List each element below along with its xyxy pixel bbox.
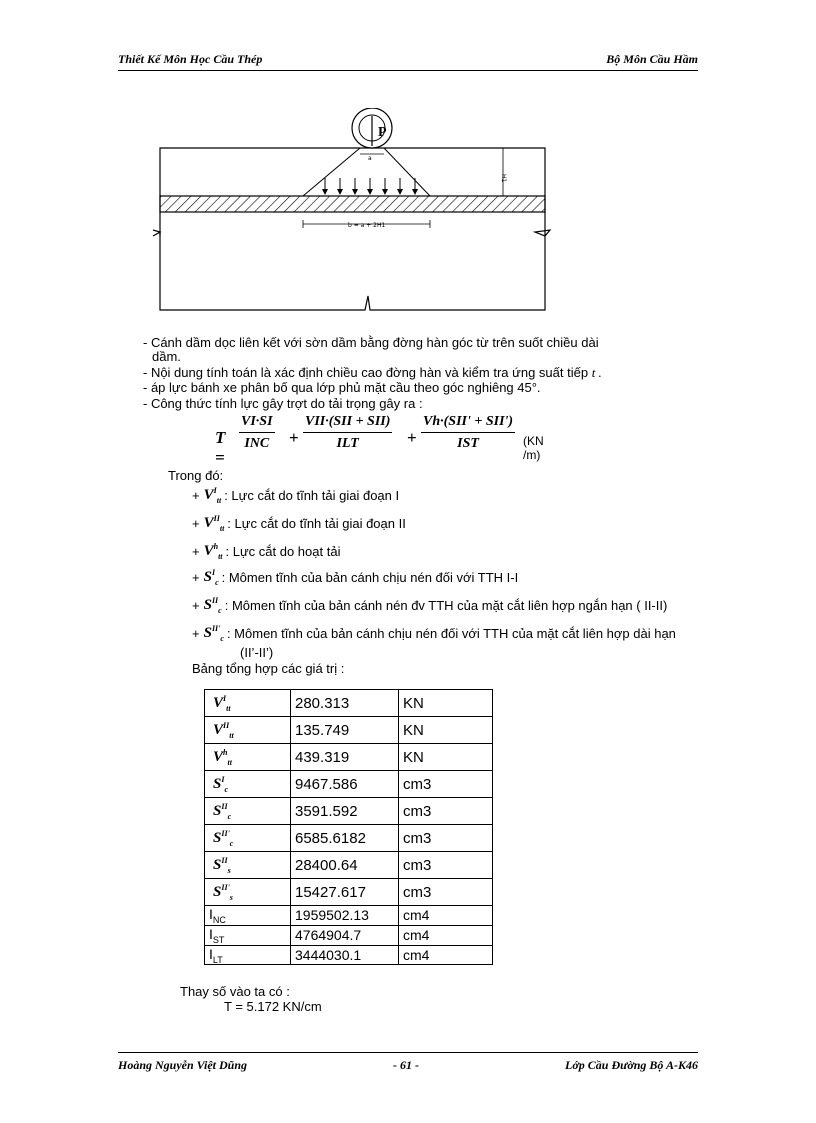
formula-term-2 — [303, 414, 392, 452]
footer-class: Lớp Cầu Đường Bộ A-K46 — [565, 1058, 698, 1072]
term-1-denominator: INC — [244, 436, 270, 451]
table-cell-unit: cm3 — [399, 771, 493, 798]
def-symbol: $V^{II}_{tt}$ — [203, 514, 225, 533]
def-symbol: $S^{II}_c$ — [203, 596, 222, 615]
contact-width-label: a — [368, 155, 372, 162]
table-cell-symbol: $I_{ST}$ — [205, 925, 291, 945]
definition-row: + $V^I_{tt}$ : Lực cắt do tĩnh tải giai đoạn I — [192, 486, 400, 505]
table-title: Bảng tổng hợp các giá trị : — [192, 661, 345, 676]
bullet-3: - áp lực bánh xe phân bố qua lớp phủ mặt cầu theo góc nghiêng 45°. — [143, 380, 541, 395]
table-cell-unit: cm3 — [399, 852, 493, 879]
table-row — [205, 945, 493, 965]
definition-row: + $V^h_{tt}$ : Lực cắt do hoạt tải — [192, 542, 341, 561]
table-cell-unit: KN — [399, 717, 493, 744]
page-header — [118, 52, 698, 70]
table-cell-symbol: $I_{LT}$ — [205, 945, 291, 965]
bullet-4: - Công thức tính lực gây trợt do tải trọng gây ra : — [143, 396, 423, 411]
def-symbol: $V^h_{tt}$ — [203, 542, 223, 561]
table-cell-unit: cm3 — [399, 798, 493, 825]
result-text: T = 5.172 KN/cm — [224, 999, 322, 1014]
definition-continuation: (II’-II’) — [240, 645, 274, 660]
def-text: : Lực cắt do tĩnh tải giai đoạn I — [224, 488, 400, 503]
footer-author: Hoàng Nguyễn Việt Dũng — [118, 1058, 248, 1072]
page-number: - 61 - — [393, 1058, 419, 1072]
table-row — [205, 879, 493, 906]
header-department: Bộ Môn Cầu Hầm — [606, 52, 698, 66]
table-row — [205, 744, 493, 771]
distribution-width-label: b = a + 2H1 — [348, 222, 386, 229]
tau-symbol: t . — [591, 365, 602, 380]
table-cell-value: 15427.617 — [291, 879, 399, 906]
formula-lhs: T = — [215, 428, 226, 467]
bullet-2: - Nội dung tính toán là xác định chiều cao đờng hàn và kiểm tra ứng suất tiếp t . — [143, 365, 602, 380]
definition-row: + $V^{II}_{tt}$ : Lực cắt do tĩnh tải giai đoạn II — [192, 514, 406, 533]
load-label: P — [378, 125, 387, 140]
table-row — [205, 852, 493, 879]
table-cell-symbol: $S^{II'}_c$ — [205, 825, 291, 852]
footer-rule — [118, 1052, 698, 1053]
def-text: : Mômen tĩnh của bản cánh chịu nén đối với TTH I-I — [221, 570, 519, 585]
table-cell-symbol: $S^{II}_s$ — [205, 852, 291, 879]
table-cell-unit: KN — [399, 744, 493, 771]
table-row — [205, 717, 493, 744]
table-cell-symbol: $V^{II}_{tt}$ — [205, 717, 291, 744]
table-cell-value: 439.319 — [291, 744, 399, 771]
formula-term-3 — [421, 414, 515, 452]
header-rule — [118, 70, 698, 71]
table-cell-value: 3591.592 — [291, 798, 399, 825]
term-3-numerator: Vh·(SII' + SII') — [421, 414, 515, 433]
definition-row: + $S^I_c$ : Mômen tĩnh của bản cánh chịu nén đối với TTH I-I — [192, 568, 519, 587]
table-row — [205, 771, 493, 798]
table-row — [205, 825, 493, 852]
deck-slab — [160, 196, 545, 212]
definition-row: + $S^{II'}_c$ : Mômen tĩnh của bản cánh chịu nén đối với TTH của mặt cắt liên hợp dài hạn — [192, 624, 676, 643]
header-course-title: Thiết Kế Môn Học Cầu Thép — [118, 52, 263, 66]
term-2-numerator: VII·(SII + SII) — [303, 414, 392, 433]
table-cell-value: 280.313 — [291, 690, 399, 717]
table-cell-value: 4764904.7 — [291, 925, 399, 945]
depth-label: H1 — [500, 174, 507, 183]
table-cell-value: 28400.64 — [291, 852, 399, 879]
table-cell-value: 135.749 — [291, 717, 399, 744]
bullet-1-cont: dầm. — [152, 349, 181, 364]
def-symbol: $S^I_c$ — [203, 568, 219, 587]
page-footer — [118, 1058, 698, 1076]
table-cell-symbol: $S^I_c$ — [205, 771, 291, 798]
def-text: : Lực cắt do hoạt tải — [225, 544, 341, 559]
table-cell-symbol: $I_{NC}$ — [205, 906, 291, 926]
table-row — [205, 798, 493, 825]
table-cell-symbol: $S^{II}_c$ — [205, 798, 291, 825]
plus-sign: + — [407, 428, 417, 447]
term-1-numerator: VI·SI — [239, 414, 275, 433]
def-symbol: $S^{II'}_c$ — [203, 624, 224, 643]
table-cell-symbol: $V^I_{tt}$ — [205, 690, 291, 717]
table-row — [205, 925, 493, 945]
wheel-load-diagram — [150, 108, 560, 318]
table-cell-value: 9467.586 — [291, 771, 399, 798]
table-cell-symbol: $V^h_{tt}$ — [205, 744, 291, 771]
substitute-text: Thay số vào ta có : — [180, 984, 290, 999]
table-cell-unit: cm3 — [399, 879, 493, 906]
plus-sign: + — [289, 428, 299, 447]
table-cell-unit: cm4 — [399, 945, 493, 965]
formula-term-1 — [239, 414, 275, 452]
table-cell-unit: cm3 — [399, 825, 493, 852]
def-text: : Mômen tĩnh của bản cánh nén đv TTH của mặt cắt liên hợp ngắn hạn ( II-II) — [224, 598, 668, 613]
table-cell-value: 6585.6182 — [291, 825, 399, 852]
table-cell-value: 1959502.13 — [291, 906, 399, 926]
def-symbol: $V^I_{tt}$ — [203, 486, 222, 505]
values-table — [204, 689, 493, 965]
table-cell-unit: cm4 — [399, 906, 493, 926]
formula-unit: (KN /m) — [523, 434, 544, 462]
term-2-denominator: ILT — [336, 436, 359, 451]
def-text: : Lực cắt do tĩnh tải giai đoạn II — [227, 516, 406, 531]
table-cell-value: 3444030.1 — [291, 945, 399, 965]
bullet-1: - Cánh dầm dọc liên kết với sờn dầm bằng đờng hàn góc từ trên suốt chiều dài — [143, 335, 599, 350]
table-row — [205, 690, 493, 717]
def-text: : Mômen tĩnh của bản cánh chịu nén đối với TTH của mặt cắt liên hợp dài hạn — [226, 626, 676, 641]
table-cell-unit: KN — [399, 690, 493, 717]
table-cell-symbol: $S^{II'}_s$ — [205, 879, 291, 906]
where-label: Trong đó: — [168, 468, 224, 483]
term-3-denominator: IST — [457, 436, 479, 451]
table-row — [205, 906, 493, 926]
table-cell-unit: cm4 — [399, 925, 493, 945]
definition-row: + $S^{II}_c$ : Mômen tĩnh của bản cánh nén đv TTH của mặt cắt liên hợp ngắn hạn ( II-II) — [192, 596, 668, 615]
